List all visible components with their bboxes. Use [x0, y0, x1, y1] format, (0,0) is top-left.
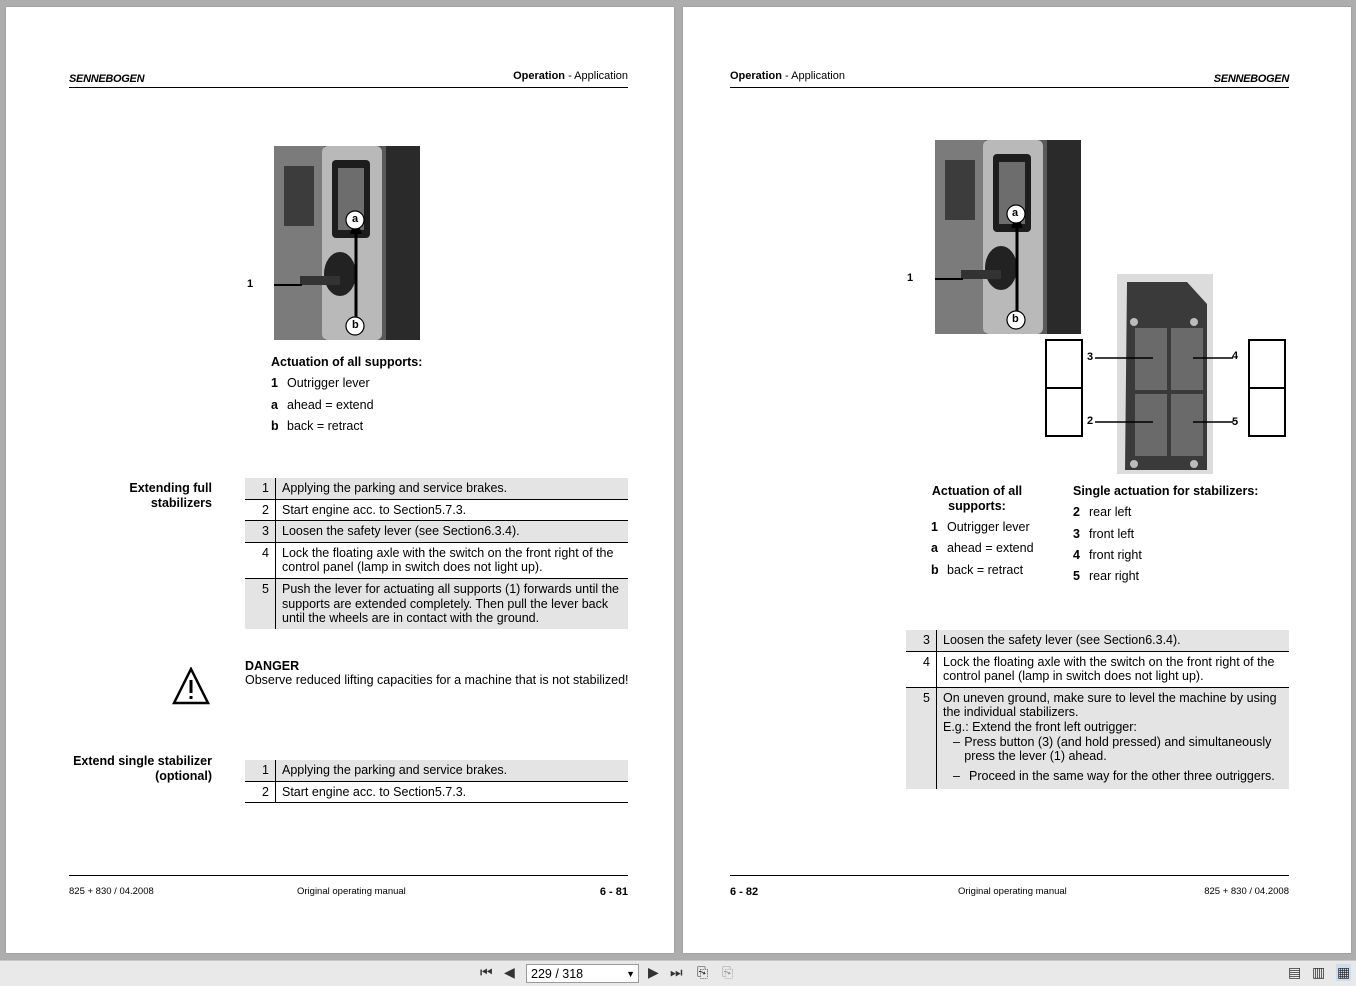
legend-item: a ahead = extend [931, 541, 1034, 555]
page-header [730, 67, 1289, 88]
two-page-view-icon[interactable]: ▦ [1337, 964, 1351, 980]
lever-photo-graphic [935, 140, 1081, 334]
page-number: 6 - 81 [599, 886, 628, 898]
figure-label-5: 5 [1232, 416, 1239, 428]
table-row: 1 Applying the parking and service brakes. [245, 478, 628, 499]
table-row: 2 Start engine acc. to Section5.7.3. [245, 499, 628, 521]
figure-label-1: 1 [247, 278, 254, 290]
step-text: On uneven ground, make sure to level the machine by using the individual stabilizers. [943, 690, 1277, 720]
lever-photo [274, 146, 420, 340]
right-page [683, 7, 1351, 953]
table-row: 3 Loosen the safety lever (see Section6.3.4). [245, 521, 628, 543]
caption-all-supports: Actuation of all supports: [931, 484, 1023, 513]
legend-item: 1 Outrigger lever [271, 376, 370, 390]
single-page-view-icon[interactable]: ▤ [1288, 964, 1302, 980]
figure-label-3: 3 [1087, 351, 1094, 363]
danger-text: Observe reduced lifting capacities for a machine that is not stabilized! [245, 673, 629, 687]
section-title-extending: Extending full stabilizers [129, 481, 212, 510]
figure-label-a: a [352, 213, 359, 225]
callout-lines [1095, 355, 1251, 425]
page-footer [69, 875, 628, 898]
caption-single-actuation: Single actuation for stabilizers: [1073, 484, 1259, 498]
page-number-select[interactable]: 229 / 318 ▼ [526, 964, 639, 983]
footer-right: 825 + 830 / 04.2008 [1204, 886, 1289, 897]
table-row: 5 On uneven ground, make sure to level the machine by using the individual stabilizers. E.g.: Extend the front left outrigger: – Press button (3) (and hold pressed) and simultaneously press the lever (1) ahead. – Proceed in the same way for the other three outriggers. [906, 687, 1289, 789]
header-section: Operation - Application [513, 70, 628, 82]
forward-view-icon[interactable]: ⎘ [722, 964, 734, 980]
viewer-toolbar [0, 960, 1356, 986]
footer-left: 825 + 830 / 04.2008 [69, 886, 154, 897]
first-page-icon[interactable]: ⏮ [480, 964, 493, 980]
danger-notice [245, 659, 629, 687]
page-header [69, 67, 628, 88]
legend-item: a ahead = extend [271, 398, 374, 412]
brand-logo: SENNEBOGEN [1213, 73, 1289, 85]
outrigger-front-right-icon [1248, 339, 1286, 389]
table-row: 2 Start engine acc. to Section5.7.3. [245, 781, 628, 803]
steps-table-single [245, 760, 628, 803]
brand-logo: SENNEBOGEN [69, 73, 145, 85]
figure-label-2: 2 [1087, 415, 1094, 427]
figure-label-1: 1 [907, 272, 914, 284]
header-section: Operation - Application [730, 70, 845, 82]
legend-item: 3 front left [1073, 527, 1135, 541]
steps-table [906, 630, 1289, 789]
previous-page-icon[interactable]: ◀ [504, 964, 515, 980]
page-number: 6 - 82 [730, 886, 759, 898]
list-item: – Press button (3) (and hold pressed) and simultaneously press the lever (1) ahead. [953, 734, 1272, 764]
last-page-icon[interactable]: ⏭ [670, 964, 683, 980]
table-row: 5 Push the lever for actuating all supports (1) forwards until the supports are extended completely. Then pull the lever back until the wheels are in contact with the ground. [245, 578, 628, 628]
outrigger-rear-left-icon [1045, 387, 1083, 437]
table-row: 4 Lock the floating axle with the switch on the front right of the control panel (lamp in switch does not light up). [245, 542, 628, 578]
outrigger-rear-right-icon [1248, 387, 1286, 437]
back-view-icon[interactable]: ⎘ [697, 964, 709, 980]
table-row: 3 Loosen the safety lever (see Section6.3.4). [906, 630, 1289, 651]
lever-photo [935, 140, 1081, 334]
continuous-view-icon[interactable]: ▥ [1312, 964, 1326, 980]
figure-label-b: b [352, 319, 359, 331]
chevron-down-icon: ▼ [626, 969, 635, 979]
legend-item: 4 front right [1073, 548, 1142, 562]
list-item: – Proceed in the same way for the other three outriggers. [953, 768, 1275, 783]
figure-label-a: a [1012, 207, 1019, 219]
legend-item: 2 rear left [1073, 505, 1132, 519]
caption-title: Actuation of all supports: [271, 355, 423, 369]
footer-center: Original operating manual [297, 886, 406, 897]
legend-item: b back = retract [931, 563, 1024, 577]
left-page [6, 7, 674, 953]
legend-item: 5 rear right [1073, 569, 1140, 583]
steps-table-extending [245, 478, 628, 629]
figure-label-4: 4 [1232, 350, 1239, 362]
step-example: E.g.: Extend the front left outrigger: [943, 719, 1137, 734]
lever-photo-graphic [274, 146, 420, 340]
danger-title: DANGER [245, 659, 300, 673]
section-title-single: Extend single stabilizer (optional) [73, 754, 212, 783]
figure-label-b: b [1012, 313, 1019, 325]
table-row: 4 Lock the floating axle with the switch on the front right of the control panel (lamp in switch does not light up). [906, 651, 1289, 687]
legend-item: 1 Outrigger lever [931, 520, 1030, 534]
next-page-icon[interactable]: ▶ [648, 964, 659, 980]
page-footer [730, 875, 1289, 898]
table-row: 1 Applying the parking and service brakes. [245, 760, 628, 781]
warning-triangle-icon [172, 667, 210, 705]
legend-item: b back = retract [271, 419, 364, 433]
footer-center: Original operating manual [958, 886, 1067, 897]
outrigger-front-left-icon [1045, 339, 1083, 389]
